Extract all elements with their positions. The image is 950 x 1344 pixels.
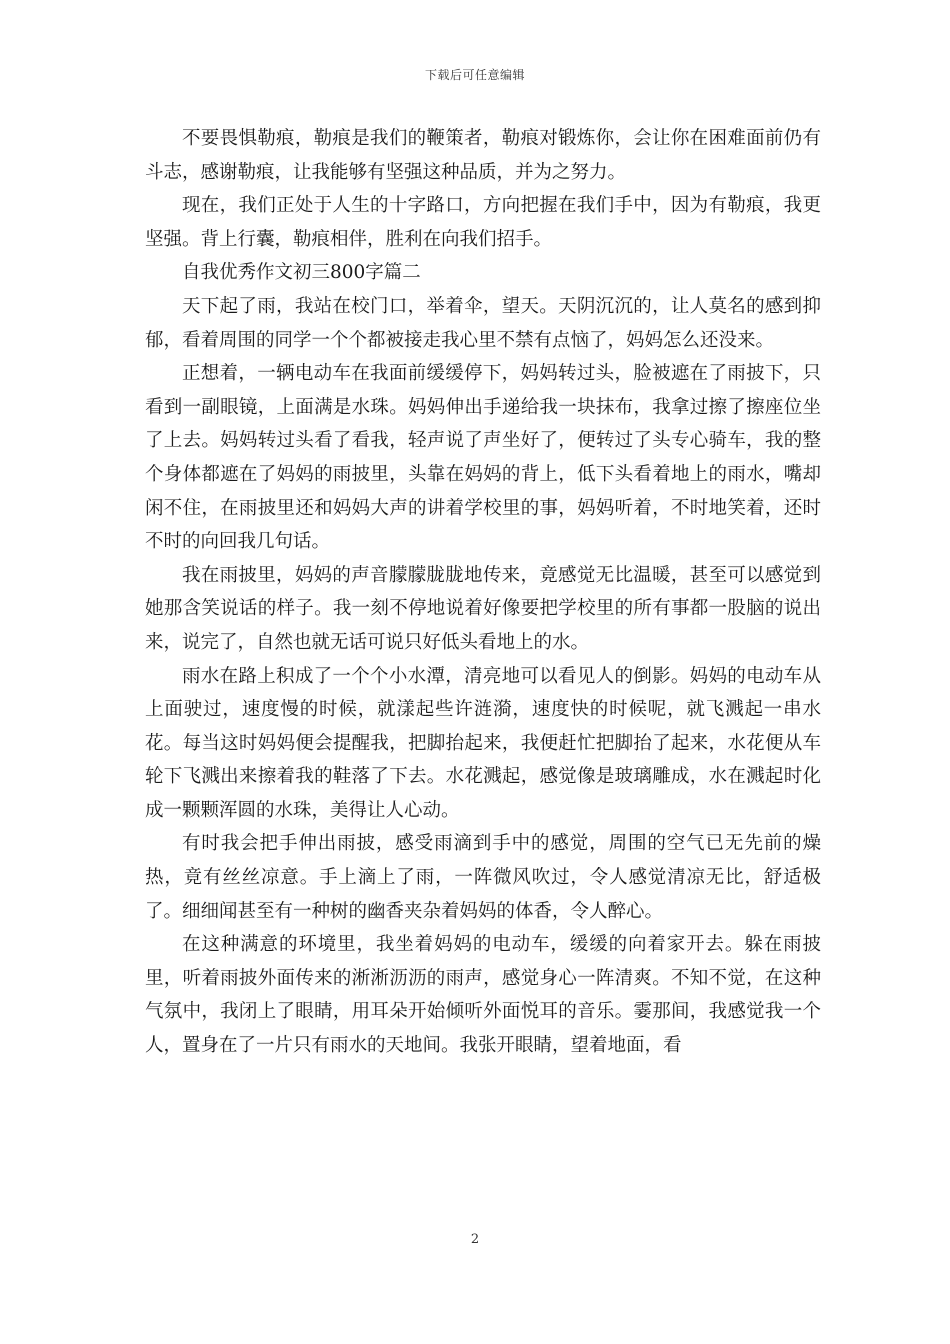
paragraph: 现在，我们正处于人生的十字路口，方向把握在我们手中，因为有勒痕，我更坚强。背上行囊，勒痕相伴，胜利在向我们招手。 xyxy=(145,195,821,250)
paragraph: 正想着，一辆电动车在我面前缓缓停下，妈妈转过头，脸被遮在了雨披下，只看到一副眼镜，上面满是水珠。妈妈伸出手递给我一块抹布，我拿过擦了擦座位坐了上去。妈妈转过头看了看我，轻声说了声坐好了，便转过了头专心骑车，我的整个身体都遮在了妈妈的雨披里，头靠在妈妈的背上，低下头看着地上的雨水，嘴却闲不住，在雨披里还和妈妈大声的讲着学校里的事，妈妈听着，不时地笑着，还时不时的向回我几句话。 xyxy=(145,363,821,553)
paragraph: 我在雨披里，妈妈的声音朦朦胧胧地传来，竟感觉无比温暖，甚至可以感觉到她那含笑说话的样子。我一刻不停地说着好像要把学校里的所有事都一股脑的说出来，说完了，自然也就无话可说只好低头看地上的水。 xyxy=(145,564,821,653)
page-header: 下载后可任意编辑 xyxy=(424,68,525,82)
paragraph: 雨水在路上积成了一个个小水潭，清亮地可以看见人的倒影。妈妈的电动车从上面驶过，速度慢的时候，就漾起些许涟漪，速度快的时候呢，就飞溅起一串水花。每当这时妈妈便会提醒我，把脚抬起来，我便赶忙把脚抬了起来，水花便从车轮下飞溅出来擦着我的鞋落了下去。水花溅起，感觉像是玻璃雕成，水在溅起时化成一颗颗浑圆的水珠，美得让人心动。 xyxy=(145,665,821,821)
paragraph: 在这种满意的环境里，我坐着妈妈的电动车，缓缓的向着家开去。躲在雨披里，听着雨披外面传来的淅淅沥沥的雨声，感觉身心一阵清爽。不知不觉，在这种气氛中，我闭上了眼睛，用耳朵开始倾听外面悦耳的音乐。霎那间，我感觉我一个人，置身在了一片只有雨水的天地间。我张开眼睛，望着地面，看 xyxy=(145,934,821,1057)
document-body xyxy=(145,122,821,1063)
paragraph: 不要畏惧勒痕，勒痕是我们的鞭策者，勒痕对锻炼你，会让你在困难面前仍有斗志，感谢勒痕，让我能够有坚强这种品质，并为之努力。 xyxy=(145,128,821,183)
page-number: 2 xyxy=(470,1232,480,1247)
section-heading: 自我优秀作文初三800字篇二 xyxy=(182,262,421,284)
paragraph: 天下起了雨，我站在校门口，举着伞，望天。天阴沉沉的，让人莫名的感到抑郁，看着周围的同学一个个都被接走我心里不禁有点恼了，妈妈怎么还没来。 xyxy=(145,295,821,351)
paragraph: 有时我会把手伸出雨披，感受雨滴到手中的感觉，周围的空气已无先前的燥热，竟有丝丝凉意。手上滴上了雨，一阵微风吹过，令人感觉清凉无比，舒适极了。细细闻甚至有一种树的幽香夹杂着妈妈的体香，令人醉心。 xyxy=(145,833,821,922)
